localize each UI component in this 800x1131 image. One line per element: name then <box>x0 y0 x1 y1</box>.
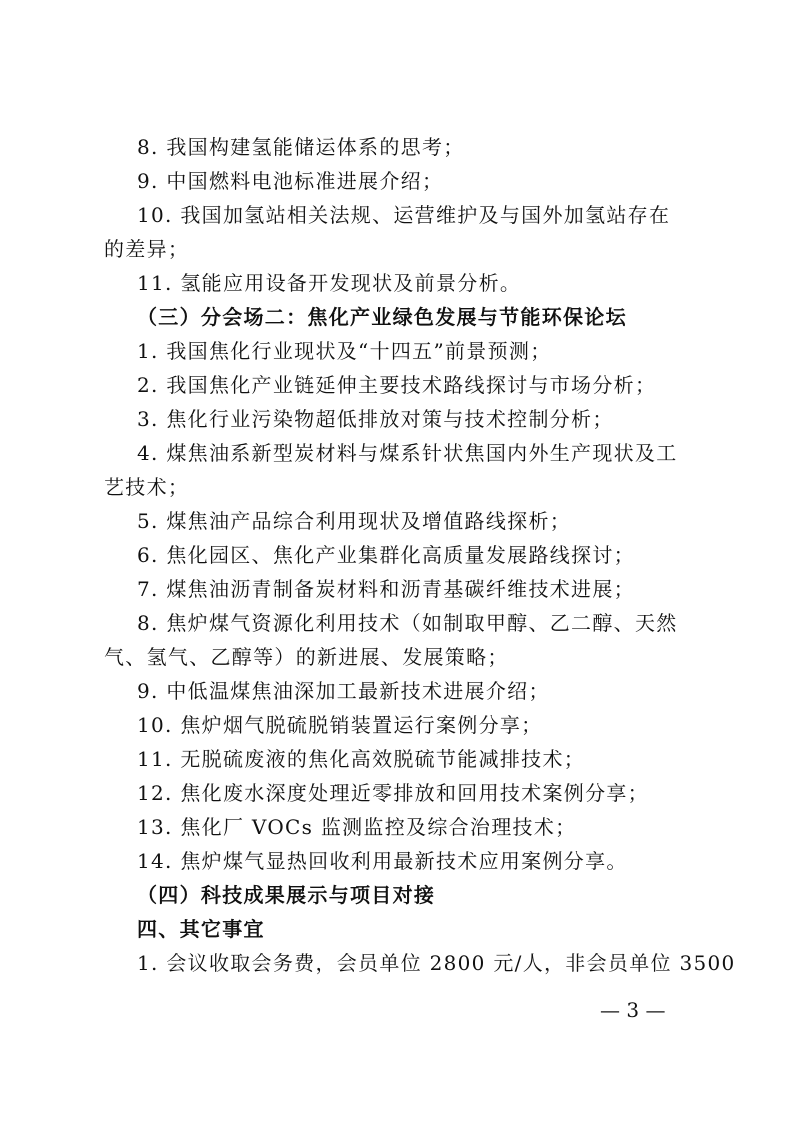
list-item: 12. 焦化废水深度处理近零排放和回用技术案例分享； <box>137 781 649 805</box>
list-item: 5. 煤焦油产品综合利用现状及增值路线探析； <box>137 509 572 533</box>
list-item: 11. 氢能应用设备开发现状及前景分析。 <box>137 271 522 295</box>
section-heading: （三）分会场二：焦化产业绿色发展与节能环保论坛 <box>137 305 627 329</box>
list-item-continuation: 气、氢气、乙醇等）的新进展、发展策略； <box>104 645 509 669</box>
list-item-continuation: 艺技术； <box>104 475 190 499</box>
section-heading: 四、其它事宜 <box>137 917 265 941</box>
list-item: 8. 我国构建氢能储运体系的思考； <box>137 135 465 159</box>
page-number: — 3 — <box>600 998 666 1022</box>
list-item: 9. 中低温煤焦油深加工最新技术进展介绍； <box>137 679 550 703</box>
list-item: 1. 我国焦化行业现状及“十四五”前景预测； <box>137 339 552 363</box>
list-item: 10. 我国加氢站相关法规、运营维护及与国外加氢站存在 <box>137 203 671 227</box>
list-item: 8. 焦炉煤气资源化利用技术（如制取甲醇、乙二醇、天然 <box>137 611 678 635</box>
list-item: 2. 我国焦化产业链延伸主要技术路线探讨与市场分析； <box>137 373 657 397</box>
list-item: 6. 焦化园区、焦化产业集群化高质量发展路线探讨； <box>137 543 635 567</box>
list-item: 13. 焦化厂 VOCs 监测监控及综合治理技术； <box>137 815 577 839</box>
list-item-continuation: 的差异； <box>104 237 190 261</box>
list-item: 3. 焦化行业污染物超低排放对策与技术控制分析； <box>137 407 614 431</box>
section-heading: （四）科技成果展示与项目对接 <box>137 883 436 907</box>
list-item: 4. 煤焦油系新型炭材料与煤系针状焦国内外生产现状及工 <box>137 441 678 465</box>
list-item: 11. 无脱硫废液的焦化高效脱硫节能减排技术； <box>137 747 586 771</box>
list-item: 14. 焦炉煤气显热回收利用最新技术应用案例分享。 <box>137 849 628 873</box>
list-item: 9. 中国燃料电池标准进展介绍； <box>137 169 444 193</box>
list-item: 10. 焦炉烟气脱硫脱销装置运行案例分享； <box>137 713 543 737</box>
paragraph-line: 1. 会议收取会务费，会员单位 2800 元/人，非会员单位 3500 <box>137 951 736 975</box>
list-item: 7. 煤焦油沥青制备炭材料和沥青基碳纤维技术进展； <box>137 577 635 601</box>
